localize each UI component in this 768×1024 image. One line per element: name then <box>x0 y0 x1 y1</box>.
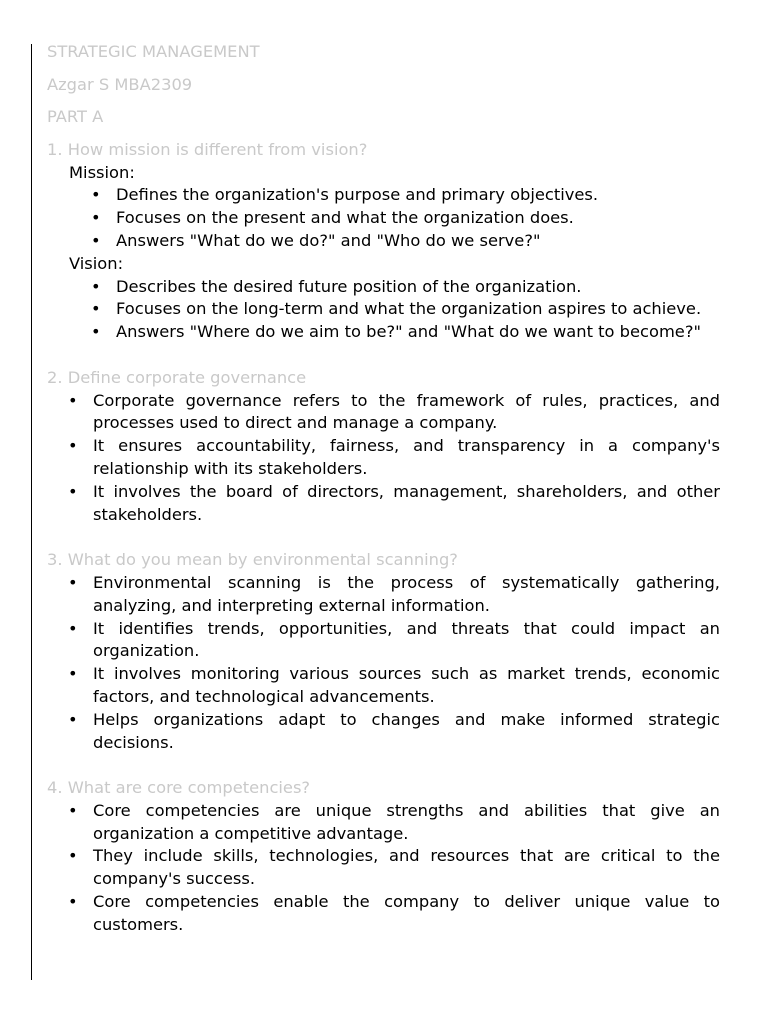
list-item-text: It ensures accountability, fairness, and transparency in a company's relationship with its stakeholders. <box>93 436 720 478</box>
list-item <box>47 390 720 436</box>
margin-rule <box>31 44 32 980</box>
list-item-text: Core competencies enable the company to deliver unique value to customers. <box>93 892 720 934</box>
list-item-text: It involves monitoring various sources such as market trends, economic factors, and technological advancements. <box>93 664 720 706</box>
bullet-icon: • <box>91 185 101 205</box>
document-body <box>47 41 720 937</box>
bullet-icon: • <box>68 709 78 729</box>
bullet-icon: • <box>91 230 101 250</box>
list-item-text: Describes the desired future position of the organization. <box>116 276 582 296</box>
list-item-text: Focuses on the present and what the organization does. <box>116 208 574 228</box>
question-title: 2. Define corporate governance <box>47 367 307 387</box>
list-item-text: Environmental scanning is the process of systematically gathering, analyzing, and interpreting external information. <box>93 572 720 615</box>
list-item <box>47 800 720 846</box>
answer-list <box>47 800 720 937</box>
question-title: 1. How mission is different from vision? <box>47 139 368 159</box>
bullet-icon: • <box>68 436 78 456</box>
list-item-text: Helps organizations adapt to changes and make informed strategic decisions. <box>93 709 720 752</box>
student-name: Azgar S MBA2309 <box>47 74 193 94</box>
document-header <box>47 41 720 129</box>
part-label: PART A <box>47 107 104 127</box>
list-item <box>47 891 720 937</box>
list-item-text: Core competencies are unique strengths and abilities that give an organization a competitive advantage. <box>93 800 720 843</box>
list-item <box>47 321 720 344</box>
list-item-text: Corporate governance refers to the framework of rules, practices, and processes used to direct and manage a company. <box>93 390 720 433</box>
list-item <box>47 184 720 207</box>
list-item <box>47 618 720 664</box>
list-item <box>47 230 720 253</box>
section-spacer <box>47 754 720 777</box>
question-title: 4. What are core competencies? <box>47 778 311 798</box>
bullet-icon: • <box>68 481 78 501</box>
mission-list <box>47 184 720 252</box>
list-item-text: Answers "What do we do?" and "Who do we serve?" <box>116 230 541 250</box>
bullet-icon: • <box>68 618 78 638</box>
list-item-text: It involves the board of directors, management, shareholders, and other stakeholders. <box>93 481 720 524</box>
section-spacer <box>47 526 720 549</box>
bullet-icon: • <box>68 664 78 684</box>
question-title: 3. What do you mean by environmental scanning? <box>47 550 458 570</box>
answer-list <box>47 390 720 527</box>
question-1 <box>47 139 720 344</box>
vision-heading: Vision: <box>69 253 124 273</box>
list-item <box>47 572 720 618</box>
mission-heading: Mission: <box>69 162 135 182</box>
bullet-icon: • <box>91 208 101 228</box>
subject-title: STRATEGIC MANAGEMENT <box>47 42 260 61</box>
vision-list <box>47 276 720 344</box>
bullet-icon: • <box>91 276 101 296</box>
question-3 <box>47 549 720 754</box>
list-item <box>47 435 720 481</box>
question-4 <box>47 777 720 937</box>
list-item <box>47 207 720 230</box>
list-item <box>47 298 720 321</box>
list-item-text: It identifies trends, opportunities, and threats that could impact an organization. <box>93 618 720 661</box>
answer-list <box>47 572 720 754</box>
list-item <box>47 276 720 299</box>
list-item-text: They include skills, technologies, and resources that are critical to the company's success. <box>93 846 720 889</box>
bullet-icon: • <box>68 800 78 820</box>
bullet-icon: • <box>68 846 78 866</box>
bullet-icon: • <box>91 322 101 342</box>
bullet-icon: • <box>68 390 78 410</box>
bullet-icon: • <box>68 572 78 592</box>
list-item-text: Answers "Where do we aim to be?" and "What do we want to become?" <box>116 322 701 342</box>
section-spacer <box>47 344 720 367</box>
list-item-text: Defines the organization's purpose and primary objectives. <box>116 185 599 205</box>
list-item <box>47 709 720 755</box>
list-item-text: Focuses on the long-term and what the organization aspires to achieve. <box>116 299 702 319</box>
list-item <box>47 481 720 527</box>
list-item <box>47 845 720 891</box>
list-item <box>47 663 720 709</box>
question-2 <box>47 367 720 527</box>
bullet-icon: • <box>68 892 78 912</box>
bullet-icon: • <box>91 299 101 319</box>
